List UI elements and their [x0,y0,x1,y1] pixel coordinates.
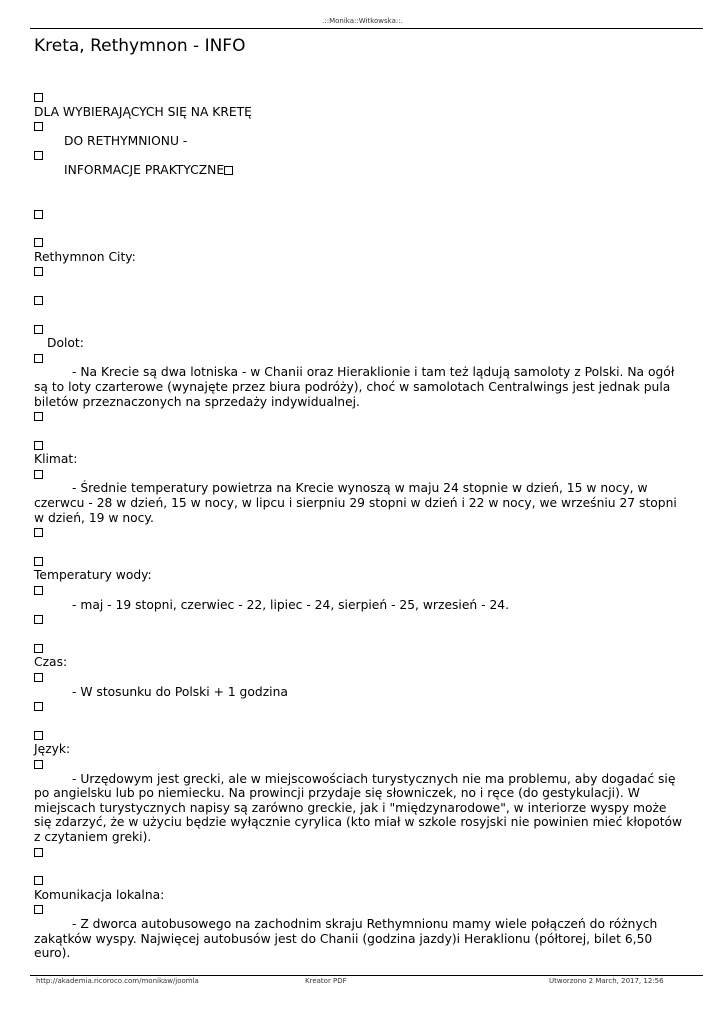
spacer [34,714,684,728]
missing-glyph-box-icon [34,731,43,740]
missing-glyph-box-icon [34,876,43,885]
missing-glyph-box-icon [34,760,43,769]
missing-glyph-box-icon [34,412,43,421]
placeholder-box-row [34,583,684,598]
missing-glyph-box-icon [34,267,43,276]
placeholder-box-row [34,90,684,105]
missing-glyph-box-icon [34,557,43,566]
section-heading-komunikacja: Komunikacja lokalna: [34,887,165,902]
missing-glyph-box-icon [34,93,43,102]
placeholder-box-row [34,670,684,685]
placeholder-box-row [34,293,684,308]
placeholder-box-row [34,119,684,134]
section-text-komunikacja: - Z dworca autobusowego na zachodnim skraju Rethymnionu mamy wiele połączeń do różnych zakątków wyspy. Najwięcej autobusów jest do Chanii (godzina jazdy)i Heraklionu (półtorej, bilet 6,50 euro). [34,916,658,961]
section-text-woda: - maj - 19 stopni, czerwiec - 22, lipiec - 24, sierpień - 25, wrzesień - 24. [72,597,510,612]
section-heading-jezyk: Język: [34,742,71,757]
intro-line-1: DLA WYBIERAJĄCYCH SIĘ NA KRETĘ [34,104,252,119]
footer-generator: Kreator PDF [305,977,347,985]
footer-url: http://akademia.ricoroco.com/monikaw/joomla [36,977,199,985]
footer-divider [30,975,703,976]
spacer [34,540,684,554]
placeholder-box-row [34,699,684,714]
missing-glyph-box-icon [34,122,43,131]
missing-glyph-box-icon [34,441,43,450]
missing-glyph-box-icon [34,238,43,247]
placeholder-box-row [34,554,684,569]
missing-glyph-box-icon [34,325,43,334]
missing-glyph-box-icon [34,354,43,363]
placeholder-box-row [34,612,684,627]
section-heading-klimat: Klimat: [34,452,78,467]
section-text-dolot: - Na Krecie są dwa lotniska - w Chanii oraz Hieraklionie i tam też lądują samoloty z Polski. Na ogół są to loty czarterowe (wynajęte przez biura podróży), choć w samolotach Centralwings jest jednak pula biletów przeznaczonych na sprzedaży indywidualnej. [34,365,675,409]
placeholder-box-row [34,322,684,337]
placeholder-box-row [34,409,684,424]
missing-glyph-box-icon [34,848,43,857]
placeholder-box-row [34,641,684,656]
footer-created: Utworzono 2 March, 2017, 12:56 [549,977,664,985]
intro-line-3-row [34,163,684,178]
missing-glyph-box-icon [34,210,43,219]
article-body [34,90,684,961]
missing-glyph-box-icon [34,151,43,160]
section-heading-city: Rethymnon City: [34,249,136,264]
spacer [34,279,684,293]
placeholder-box-row [34,264,684,279]
section-text-jezyk: - Urzędowym jest grecki, ale w miejscowościach turystycznych nie ma problemu, aby dogadać się po angielsku lub po niemiecku. Na prowincji przydaje się słowniczek, no i ręce (do gestykulacji). W miejscach turystycznych napisy są zarówno greckie, jak i "międzynarodowe", w interiorze wyspy może się zdarzyć, że w użyciu będzie wyłącznie cyrylica (kto miał w szkole rosyjski nie powinien mieć kłopotów z czytaniem greki). [34,771,683,844]
placeholder-box-row [34,902,684,917]
spacer [34,221,684,235]
placeholder-box-row [34,845,684,860]
missing-glyph-box-icon [34,586,43,595]
placeholder-box-row [34,438,684,453]
placeholder-box-row [34,351,684,366]
section-text-klimat: - Średnie temperatury powietrza na Krecie wynoszą w maju 24 stopnie w dzień, 15 w nocy, w czerwcu - 28 w dzień, 15 w nocy, w lipcu i sierpniu 29 stopni w dzień i 22 w nocy, we wrześniu 27 stopni w dzień, 19 w nocy. [34,481,677,525]
section-heading-czas: Czas: [34,655,68,670]
intro-line-3: INFORMACJE PRAKTYCZNE [64,162,225,177]
spacer [34,627,684,641]
page-title: Kreta, Rethymnon - INFO [34,36,246,56]
header-divider [30,28,703,29]
placeholder-box-row [34,757,684,772]
missing-glyph-box-icon [34,296,43,305]
placeholder-box-row [34,467,684,482]
placeholder-box-row [34,525,684,540]
missing-glyph-box-icon [34,528,43,537]
section-heading-woda: Temperatury wody: [34,568,152,583]
spacer [34,424,684,438]
missing-glyph-box-icon [224,166,233,175]
placeholder-box-row [34,728,684,743]
site-header: .::Monika::Witkowska::. [322,17,403,25]
placeholder-box-row [34,235,684,250]
spacer [34,308,684,322]
spacer [34,178,684,207]
placeholder-box-row [34,873,684,888]
intro-line-2: DO RETHYMNIONU - [64,133,188,148]
missing-glyph-box-icon [34,470,43,479]
missing-glyph-box-icon [34,644,43,653]
missing-glyph-box-icon [34,615,43,624]
section-heading-dolot: Dolot: [47,336,84,351]
missing-glyph-box-icon [34,905,43,914]
missing-glyph-box-icon [34,673,43,682]
placeholder-box-row [34,148,684,163]
missing-glyph-box-icon [34,702,43,711]
spacer [34,859,684,873]
placeholder-box-row [34,207,684,222]
section-text-czas: - W stosunku do Polski + 1 godzina [72,684,288,699]
